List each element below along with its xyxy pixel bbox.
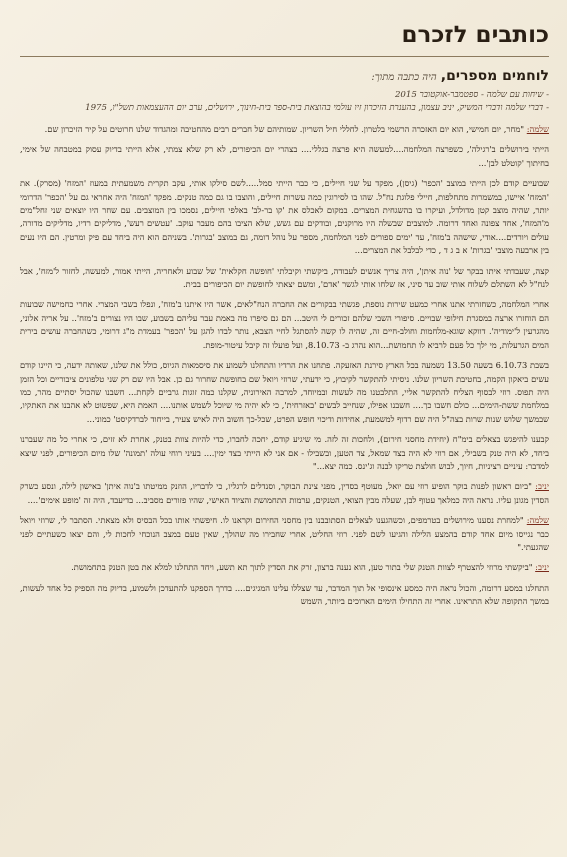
paragraph bbox=[20, 582, 549, 609]
source-notes bbox=[20, 89, 549, 115]
paragraph bbox=[20, 298, 549, 352]
title-divider bbox=[20, 56, 549, 57]
paragraph-text: התחלנו במסע דרומה, והכול נראה היה כמסע אינסופי אל תוך המדבר, עד שצללו עלינו המגיגים.... בדרך הספקנו להתעדכן ולשמוע, בדיוק מה הספיק כל אחד לעשות, במשך התקופה שלא התראינו. אחרי זה התחילו הימים הארוכים ביותר, השמש bbox=[20, 582, 549, 607]
paragraph-text: קצה, שעבדתי איתו בבקר של 'נוה איתן', היה צריך אנשים לעבודה, ביקשתי וקיבלתי 'חופשה חקלאית' של שבוע ולאחריה, הייתי אמור, למעשה, לחזור ל'מזח', אבל לנח"ל לא השתלם לשלוח אותי שוב עד סיני, אז שלחו אותי לגשר 'אדם', ומשם יצאתי לחופשת יום הכיפורים בבית. bbox=[20, 265, 549, 290]
article-subtitle bbox=[20, 67, 549, 87]
speaker-label: יניב: bbox=[535, 481, 549, 492]
subtitle-source: היה כתבה מתוך: bbox=[371, 72, 437, 83]
paragraph-text: אחרי המלחמה, כשחזרתי אתנו אחרי כמעט שירות נוספת, פגשתי בבקורים את החברה הנח"לאים, אשר היו איתנו ב'מזח', ונפלו בשבי המצרי. אחרי כחמישה שבועות הם הוחזרו ארצה במסגרת חילופי שבויים. סיפורי השבי שלהם זכורים לי היטב... הם גם סיפרו מה באמת עבר עליהם בשבוע, שבו היו נצורים ב'מזח'.. על אריה אלוני, מהגרעין ל'ימודיה'. דווקא שוגא-מלחמות וחולב-חיים זה, שהיה לו קשה להסתגל לחיי הצבא, נותר לבדו להגן על 'הכפר' בעמדת מ"ג דרומי, כשהחברה עושים בירית המים הגרעלות, מי ילך כל פעם לרביא לו תחמושת...הוא נהרג ב- 8.10.73, ועל פועלו זה קיבל עיטור-מופת. bbox=[20, 299, 549, 350]
paragraph bbox=[20, 123, 549, 136]
paragraph-text: בשבת 6.10.73 בשעה 13.50 נשמעה בכל הארץ סירנת האזעקה. פתחנו את הרדיו והתחלנו לשמוע את סיסמאות הגיוס, כולל את שלנו, שאותה ידעה, כי היינו קודם עשים ביאקון הקמה, בחטיבת השריון שלנו. ניסיתי להתקשר לקיבוץ, כי ידעתי, שרוזי ויואל שם בחופשת שחרור גם כן. אבל היו שם רק שני טלפונים ציבוריים וכל הזמן היה תפוס. רוזי לבסוף הצליח להתקשר אליי, התלבטנו מה לעשות ובמיוחד, למרבה האירוניה, שקלנו כמה זוגות גרביים לקחת... חשבנו שהכול יסתיים מהר, כמו במלחמת ששת-הימים... כולם חשבו כך.... חשבנו אפילו, שנחייב לבשים 'באזרחית', כי לא יהיה מי שיוכל לשמש אותנו.... האמת היא, שפשוט לא אהבנו את האתקיו, שבמשך שלוש שנות שרות בצה"ל היה שם רדוף למשמעת, אחידות ודיכוי חופש הפרט, שכל-כך חשוב היה לאיש צעיר, בייחוד לברדקיסט' כמוני... bbox=[20, 360, 549, 424]
paragraph-text: "ביקשתי מרוזי להצטרף לצוות הטנק שלי בתור טען, הוא נענה ברצון, זרק את הסדין לתוך תא תשע, ויחד התחלנו למלא את בטן הטנק בתחמושת. bbox=[71, 562, 536, 573]
speaker-label: שלמה: bbox=[526, 515, 549, 526]
paragraph bbox=[20, 480, 549, 507]
paragraph bbox=[20, 177, 549, 257]
article-body bbox=[20, 123, 549, 609]
source-note: - שיחות עם שלמה - ספטמבר-אוקטובר 2015 bbox=[394, 90, 549, 100]
paragraph-text: הייתי בירושלים ב'רגילה', כשפרצה המלחמה....למעשה היא פרצה בגללי.... בצהרי יום הכיפורים, לא רק שלא צמתי, אלא הייתי בדיוק עסוק במטבחה של אימי, בחיתוך 'קוטלט לבן'... bbox=[20, 144, 549, 168]
paragraph bbox=[20, 143, 549, 170]
paragraph-text: "ביום ראשון לפנות בוקר הופיע רוזי עם יואל, מעוטף בסדין, מפני צינת הבוקר, וסנדלים לרגליו, כי לדבריו, הוזנק ממיטתו ב'נוה איתן' באישון לילה, ונסע כשרק הסדין מגונן עליו. נראה היה כמלאך עטוף לבן, שעלה מבין הצואי, הטנקים, ערמות התחמושת והציוד האישי, שהיו פזורים מסביב... בדיעבד, היה זה 'מופע אימים'.... bbox=[20, 481, 549, 505]
page-title: כותבים לזכרם bbox=[401, 22, 549, 48]
speaker-label: שלמה: bbox=[526, 124, 549, 134]
paragraph bbox=[20, 561, 549, 574]
paragraph-text: "למחרת נסענו מירושלים בטרמפים, וכשהגענו לצאלים הסתובבנו בין מחסני החירום וקראנו לו. חיפשתי אותו בכל הבסיס ולא מצאתי. הסתבר לי, שרוזי ויואל כבר נגייסו מיום אחד קודם בהמצע הלילה והגיעו לשם לפני. רוזי החליט, אחרי שחבירו מה שהולך, שאין טעם במצב הנוכחי לחכות לי, והם יצאו כשעתיים לפני שהגעתי." bbox=[20, 515, 549, 552]
paragraph-text: קבענו להיפגש בצאלים בימ"ח (יחידת מחסני חירום), ולחכות זה לזה. מי שיגיע קודם, יחכה לחברו, כדי להיות צוות בטנק, אחרת לא זזים, כי אחרי כל מה שעברנו ביחד, לא היה טנק בשבילי, אם רוזי לא היה בצד שמאל, צד הטען, ובשבילו - אם אני לא הייתי בצד ימין.... בעיני רוחי עולה 'תמונה' שלו מיום הכיפורים, לפני שיצא למדבר: עיניים רציניות, חיוך, לבוש חולצת טריקו לבנה וג'ינס. כמה יצא..." bbox=[20, 434, 549, 471]
paragraph bbox=[20, 359, 549, 426]
paragraph-text: שבועיים קודם לכן הייתי במוצב 'הכפר' (גיסן), מפקד על שני חיילים, כי כבר הייתי סמל.....לשם סילקו אותי, עקב תקרית משמעתית במעוז 'המזח' (מסרק). את 'המזח' איישו, במשמרות מתחלפות, חיילי פלוגת נח"ל. שהו בו לסירוגין כמה עשרות חיילים, והוצבו בו גם כמה טנקים. מפקד 'המזח' היה אחראי גם על 'הכפר' הדרומי יותר, שהיה מוצב קטן מדולדל, ועיקרו בו בהשגחית המצרים. במקום לאכלס את 'קו בר-לב' באלפי חיילים, נסמכו בין המוצבים. עם שחר היו יוצאים שני זחל"מים מ'המזח', אחד צפונה ואחד דרומה. למוצבים שבשלה היו מרוקנים, ובודקים עם גשש, שלא הציבו בהם מעבר עוקב. 'עטשים רעש', מדליקים רדיו, מדליקים מדורה, עולים ויורדים....אודי, שישהה ב'מזח', עד 'ימים ספורים לפני המלחמה, מספר על נוהל דומה, גם במוצב 'בגרות'. בשניהם הוא היה ביחד עם פיק ומרטין. הם היו נעים בין ארבעה מוצבי 'בגרות' א ב ג ד , כדי לבלבל את המצרים... bbox=[20, 178, 549, 256]
paragraph bbox=[20, 514, 549, 554]
paragraph bbox=[20, 265, 549, 292]
source-note: - דברי שלמה ודברי המשיק, יניב עצמון, בהענרת הזיכרון זיו עולמי בהוצאת בית-ספר בית-חינוך, ירושלים, ערב יום ההעצמאות תשל"ו, 1975 bbox=[85, 103, 549, 113]
speaker-label: יניב: bbox=[535, 562, 549, 573]
paragraph bbox=[20, 433, 549, 473]
subtitle-name: לוחמים מספרים, bbox=[440, 68, 549, 84]
paragraph-text: "מחר, יום חמישי, הוא יום האזכרה הרשמי בלטרון. לחללי חיל השריון. שמותיהם של חברים רבים מהחטיבה ומהגדוד שלנו חרוטים על קיר הזיכרון שם. bbox=[44, 124, 527, 134]
